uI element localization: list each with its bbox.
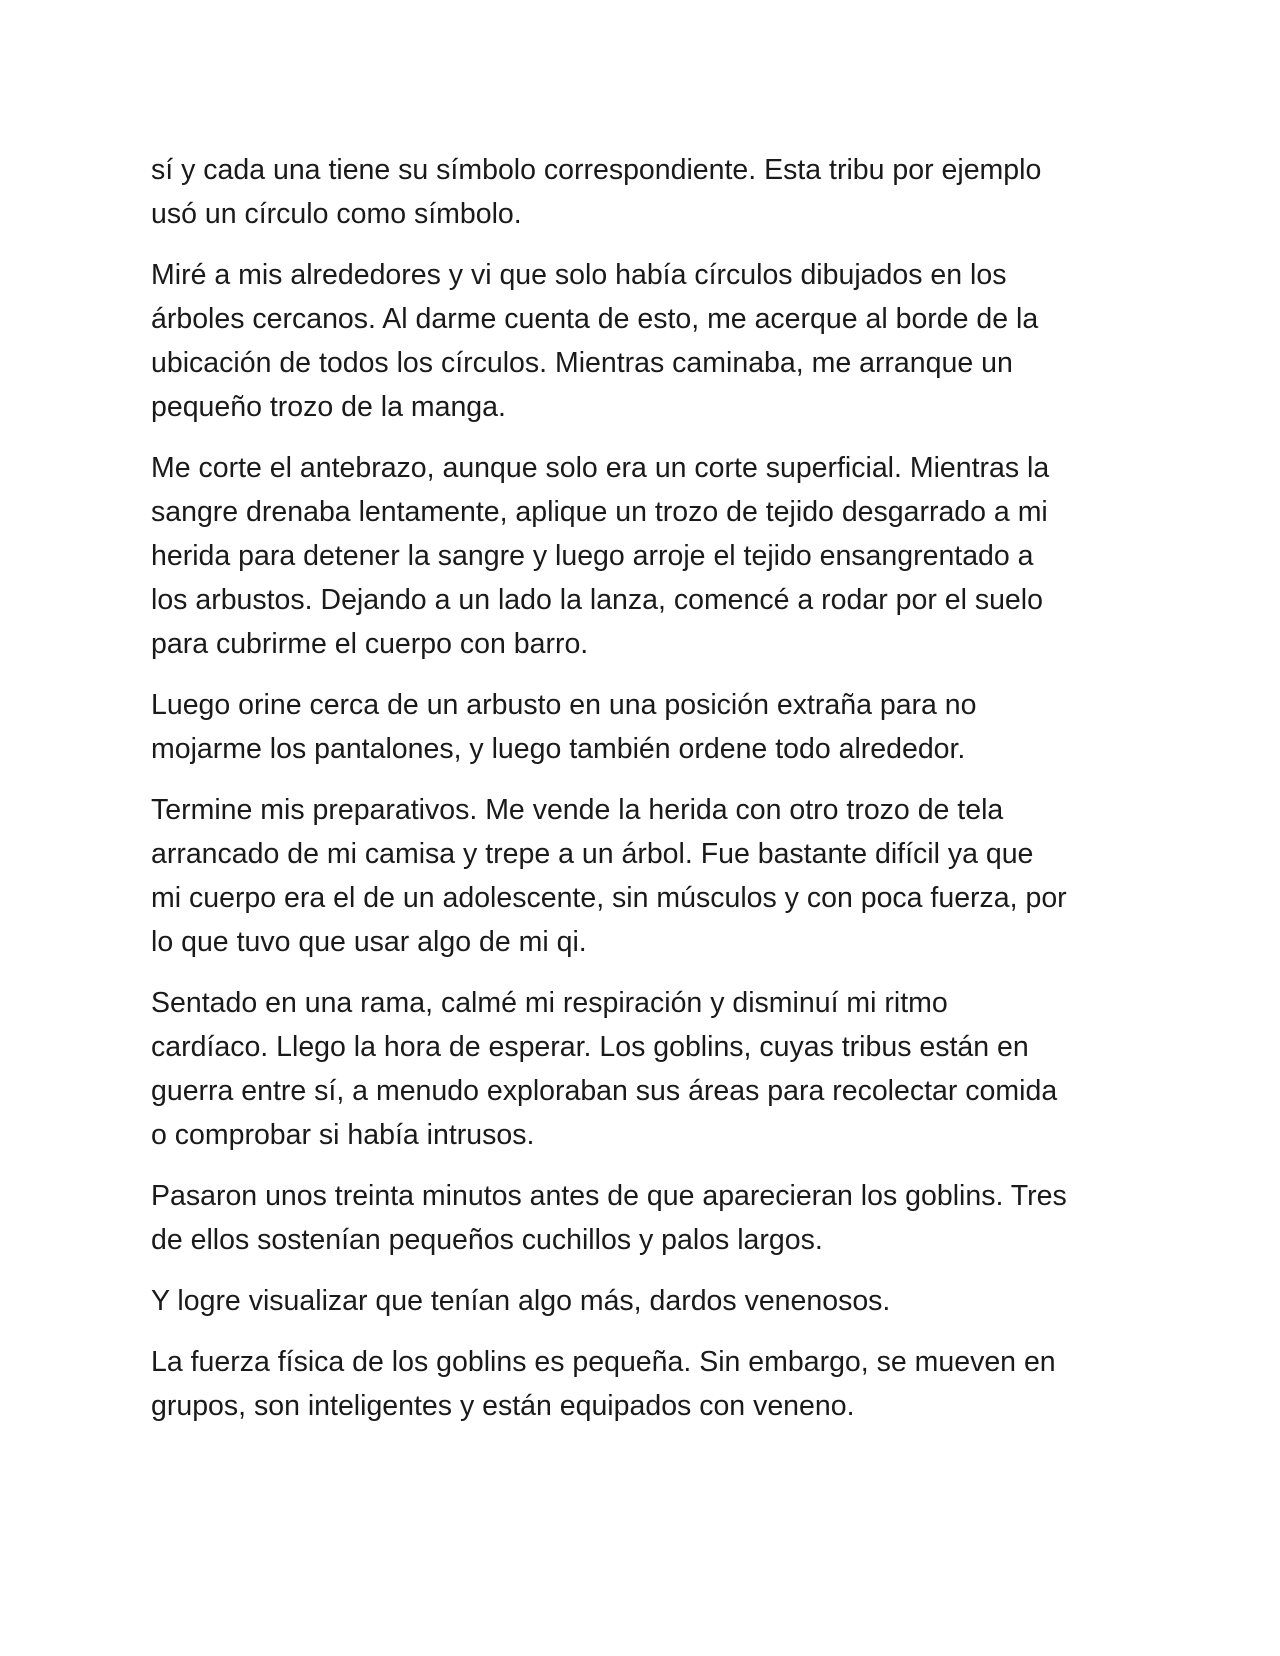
text-line: o comprobar si había intrusos. <box>151 1119 535 1151</box>
text-line: Sentado en una rama, calmé mi respiración y disminuí mi ritmo <box>151 987 948 1019</box>
text-line: guerra entre sí, a menudo exploraban sus áreas para recolectar comida <box>151 1075 1058 1107</box>
text-line: La fuerza física de los goblins es pequeña. Sin embargo, se mueven en <box>151 1346 1056 1378</box>
paragraph-4 <box>151 683 1136 771</box>
text-line: de ellos sostenían pequeños cuchillos y palos largos. <box>151 1224 823 1256</box>
text-line: Miré a mis alrededores y vi que solo había círculos dibujados en los <box>151 259 1007 291</box>
text-line: herida para detener la sangre y luego arroje el tejido ensangrentado a <box>151 540 1034 572</box>
text-line: Termine mis preparativos. Me vende la herida con otro trozo de tela <box>151 794 1004 826</box>
text-line: usó un círculo como símbolo. <box>151 198 522 230</box>
text-line: Me corte el antebrazo, aunque solo era un corte superficial. Mientras la <box>151 452 1050 484</box>
text-line: cardíaco. Llego la hora de esperar. Los goblins, cuyas tribus están en <box>151 1031 1029 1063</box>
text-line: sí y cada una tiene su símbolo correspondiente. Esta tribu por ejemplo <box>151 154 1042 186</box>
paragraph-7 <box>151 1174 1136 1262</box>
text-body <box>151 148 1136 1445</box>
paragraph-1 <box>151 148 1136 236</box>
text-line: Pasaron unos treinta minutos antes de que aparecieran los goblins. Tres <box>151 1180 1067 1212</box>
paragraph-9 <box>151 1340 1136 1428</box>
paragraph-8 <box>151 1279 1136 1323</box>
text-line: Luego orine cerca de un arbusto en una posición extraña para no <box>151 689 977 721</box>
text-line: mi cuerpo era el de un adolescente, sin músculos y con poca fuerza, por <box>151 882 1067 914</box>
text-line: pequeño trozo de la manga. <box>151 391 506 423</box>
paragraph-6 <box>151 981 1136 1157</box>
text-line: los arbustos. Dejando a un lado la lanza, comencé a rodar por el suelo <box>151 584 1043 616</box>
text-line: sangre drenaba lentamente, aplique un trozo de tejido desgarrado a mi <box>151 496 1048 528</box>
text-line: grupos, son inteligentes y están equipados con veneno. <box>151 1390 855 1422</box>
text-line: mojarme los pantalones, y luego también ordene todo alrededor. <box>151 733 966 765</box>
text-line: Y logre visualizar que tenían algo más, dardos venenosos. <box>151 1285 891 1317</box>
text-line: para cubrirme el cuerpo con barro. <box>151 628 589 660</box>
paragraph-2 <box>151 253 1136 429</box>
paragraph-5 <box>151 788 1136 964</box>
text-line: árboles cercanos. Al darme cuenta de esto, me acerque al borde de la <box>151 303 1039 335</box>
text-line: lo que tuvo que usar algo de mi qi. <box>151 926 587 958</box>
text-line: ubicación de todos los círculos. Mientras caminaba, me arranque un <box>151 347 1013 379</box>
paragraph-3 <box>151 446 1136 666</box>
text-line: arrancado de mi camisa y trepe a un árbol. Fue bastante difícil ya que <box>151 838 1034 870</box>
